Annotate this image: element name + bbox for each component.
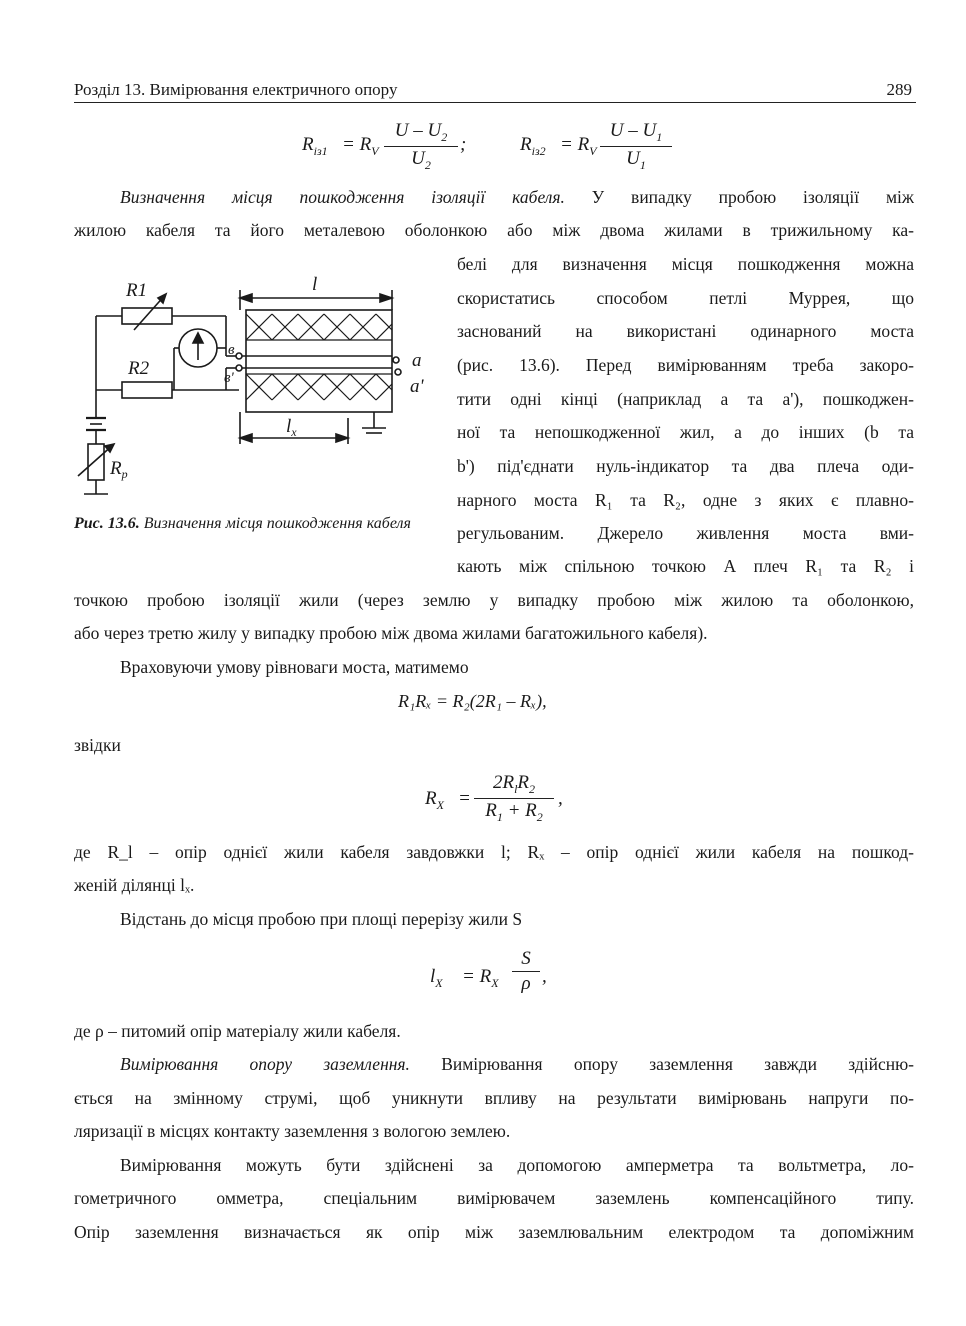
para1-heading: Визначення місця пошкодження ізоляції кабеля.	[120, 187, 565, 207]
figure-label-a-prime: a'	[410, 376, 424, 397]
para5: Відстань до місця пробою при площі перерізу жили S	[120, 909, 523, 929]
para1-right-line4: (рис. 13.6). Перед вимірюванням треба закоро-	[457, 355, 914, 375]
para1-line-full2: або через третю жилу у випадку пробою між двома жилами багатожильного кабеля).	[74, 623, 708, 643]
para2: Враховуючи умову рівноваги моста, матимемо	[120, 657, 469, 677]
para4-line2: женій ділянці lₓ.	[74, 875, 195, 895]
para1-right-line3: заснований на використані одинарного моста	[457, 321, 914, 341]
figure-label-v-prime: в'	[224, 370, 234, 386]
formula3-fraction: $2R_lR_2$ $R_1 + R_2$	[474, 772, 554, 825]
para7-line1: Вимірювання опору заземлення. Вимірювання опору заземлення завжди здійсню-	[120, 1054, 914, 1074]
para1-right-line2: скористатись способом петлі Муррея, що	[457, 288, 914, 308]
formula3-eq: =	[458, 788, 471, 809]
para1-line2: жилою кабеля та його металевою оболонкою або між двома жилами в трижильному ка-	[74, 220, 914, 240]
para7-line2: ється на змінному струмі, щоб уникнути впливу на результати вимірювань напруги по-	[74, 1088, 914, 1108]
para1-line1: Визначення місця пошкодження ізоляції кабеля. У випадку пробою ізоляції між	[120, 187, 915, 207]
figure-caption	[74, 514, 434, 533]
para7-heading: Вимірювання опору заземлення.	[120, 1054, 410, 1074]
page-number: 289	[886, 80, 912, 99]
page-header	[74, 80, 916, 103]
para8-line2: гометричного омметра, спеціальним вимірювачем заземлень компенсаційного типу.	[74, 1188, 914, 1208]
formula-top-eq2: = $R_V$	[560, 134, 597, 158]
formula-top-eq1: = $R_V$	[342, 134, 379, 158]
figure-label-v: в	[228, 342, 235, 358]
resistor-r2	[122, 382, 172, 398]
formula-top-lhs2: $R_{із2}$	[520, 134, 546, 158]
para7-line3: ляризації в місцях контакту заземлення з вологою землею.	[74, 1121, 511, 1141]
figure-label-l: l	[312, 274, 318, 295]
formula-top-separator: ;	[460, 134, 467, 155]
figure-label-r2: R2	[128, 358, 150, 379]
formula4-tail: ,	[542, 966, 547, 987]
para8-line3: Опір заземлення визначається як опір між заземлювальним електродом та допоміжним	[74, 1222, 914, 1242]
para1-right-line10: кають між спільною точкою А плеч R₁ та R₂ і	[457, 556, 914, 576]
figure-label-r1: R1	[126, 280, 148, 301]
figure-caption-number: Рис. 13.6.	[74, 515, 140, 532]
formula3-tail: ,	[558, 788, 563, 809]
para4-line1: де R_l – опір однієї жили кабеля завдовжки l; Rₓ – опір однієї жили кабеля на пошкод-	[74, 842, 914, 862]
formula4-eq: = $R_X$	[462, 966, 499, 990]
figure-label-lx: $l_x$	[286, 416, 297, 439]
para1-right-line7: b') під'єднати нуль-індикатор та два плеча оди-	[457, 456, 914, 476]
formula3-lhs: $R_X$	[425, 788, 444, 812]
formula-top-fraction2: $\frac{U - U_1}{U_1}$	[600, 120, 672, 173]
para1-line-full1: точкою пробою ізоляції жили (через землю у випадку пробою між жилою та оболонкою,	[74, 590, 914, 610]
para1-right-line1: белі для визначення місця пошкодження можна	[457, 254, 914, 274]
formula4-lhs: $l_X$	[430, 966, 443, 990]
formula-top-lhs1: $R_{із1}$	[302, 134, 328, 158]
para1-right-line6: ної та непошкодженної жил, а до інших (b та	[457, 422, 914, 442]
para1-right-line8: нарного моста R₁ та R₂, одне з яких є плавно-	[457, 490, 914, 510]
figure-label-a: a	[412, 350, 422, 371]
resistor-rp	[88, 444, 104, 480]
para1-right-line5: тити одні кінці (наприклад а та а'), пошкоджен-	[457, 389, 914, 409]
cable-hatching	[246, 314, 392, 400]
cable-fault-circuit-figure	[74, 268, 434, 508]
formula-top-fraction1: $\frac{U - U_2}{U_2}$	[384, 120, 458, 173]
formula4-fraction: $\frac{S}{\rho}$	[512, 948, 540, 995]
formula2: R₁Rₓ = R₂(2R₁ – Rₓ),	[398, 691, 547, 711]
para8-line1: Вимірювання можуть бути здійснені за допомогою амперметра та вольтметра, ло-	[120, 1155, 914, 1175]
para3: звідки	[74, 735, 121, 755]
figure-caption-text: Визначення місця пошкодження кабеля	[139, 515, 411, 532]
figure-label-rp: $R_р$	[110, 458, 128, 481]
para6: де ρ – питомий опір матеріалу жили кабеля.	[74, 1021, 401, 1041]
para1-right-line9: регульованим. Джерело живлення моста вми-	[457, 523, 914, 543]
running-head: Розділ 13. Вимірювання електричного опору	[74, 80, 398, 99]
